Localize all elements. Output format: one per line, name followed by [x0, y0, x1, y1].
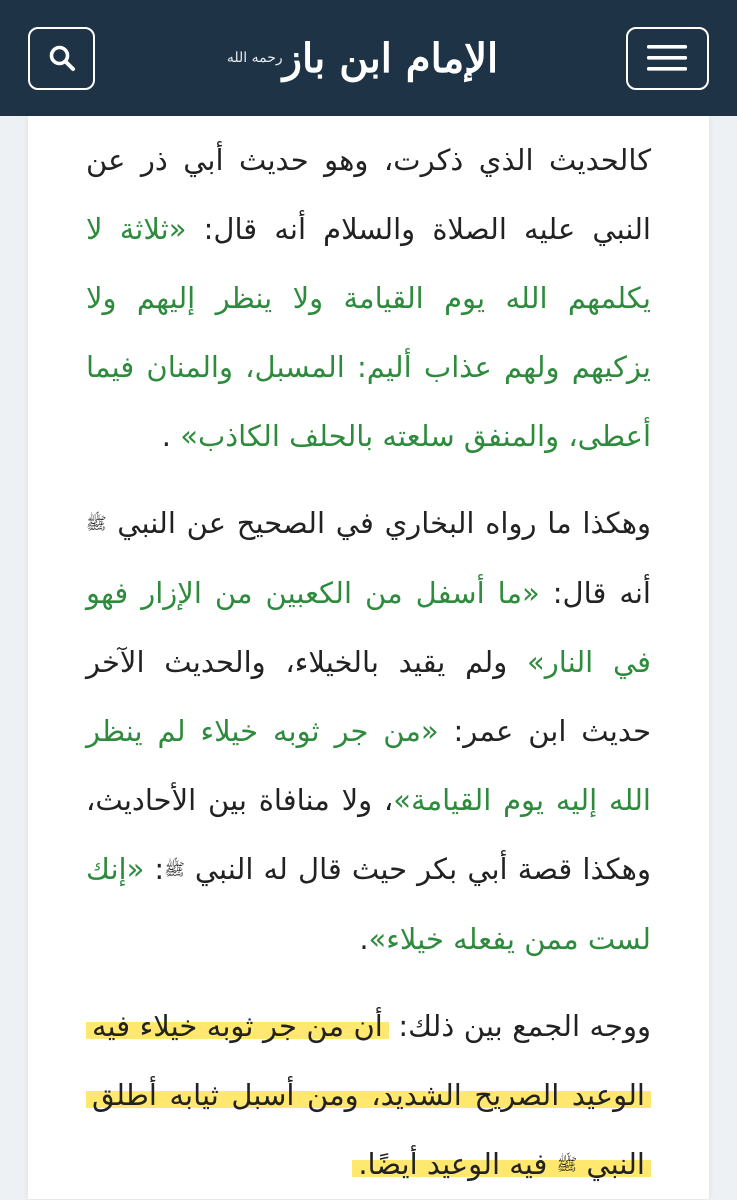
hamburger-menu-icon: [645, 43, 689, 73]
highlighted-text-part: أن من جر ثوبه خيلاء فيه الوعيد الصريح الشديد، ومن أسبل ثيابه أطلق النبي: [92, 1009, 645, 1181]
paragraph-text: .: [359, 922, 369, 956]
logo-text: الإمام ابن باز: [282, 34, 499, 82]
search-button[interactable]: [28, 27, 95, 90]
site-logo[interactable]: [223, 35, 498, 82]
hadith-quote: «من جر ثوبه خيلاء لم ينظر الله إليه يوم القيامة»: [86, 714, 651, 817]
menu-button[interactable]: [626, 27, 709, 90]
article-paragraph-3: [86, 992, 651, 1200]
paragraph-text: كالحديث الذي ذكرت، وهو حديث أبي ذر عن النبي عليه الصلاة والسلام أنه قال:: [86, 143, 651, 246]
hadith-quote: «ما أسفل من الكعبين من الإزار فهو في النار»: [86, 576, 652, 679]
paragraph-text: ، ولا منافاة بين الأحاديث، وهكذا قصة أبي بكر حيث قال له النبي: [86, 783, 651, 886]
paragraph-text: أنه قال:: [539, 576, 651, 610]
salutation-glyph: ﷺ: [556, 1155, 578, 1175]
hadith-quote: «إنك لست ممن يفعله خيلاء»: [86, 852, 651, 956]
salutation-glyph: ﷺ: [164, 860, 185, 880]
paragraph-text: ووجه الجمع بين ذلك:: [388, 1009, 651, 1043]
paragraph-text: :: [144, 852, 165, 886]
logo-honorific: رحمه الله: [226, 50, 283, 66]
article-paragraph-1: [86, 126, 651, 471]
top-navigation-bar: [0, 0, 737, 116]
search-icon: [48, 44, 76, 72]
salutation-glyph: ﷺ: [86, 514, 107, 534]
paragraph-text: وهكذا ما رواه البخاري في الصحيح عن النبي: [106, 506, 651, 540]
highlighted-text-part: فيه الوعيد أيضًا.: [358, 1147, 557, 1181]
article-paragraph-2: [86, 489, 651, 974]
paragraph-text: .: [161, 419, 181, 453]
hadith-quote: «ثلاثة لا يكلمهم الله يوم القيامة ولا ينظر إليهم ولا يزكيهم ولهم عذاب أليم: المسبل، والمنان فيما أعطى، والمنفق سلعته بالحلف الكاذب»: [86, 212, 651, 453]
paragraph-text: ولم يقيد بالخيلاء، والحديث الآخر حديث ابن عمر:: [86, 645, 651, 748]
article-body: [28, 116, 709, 1199]
